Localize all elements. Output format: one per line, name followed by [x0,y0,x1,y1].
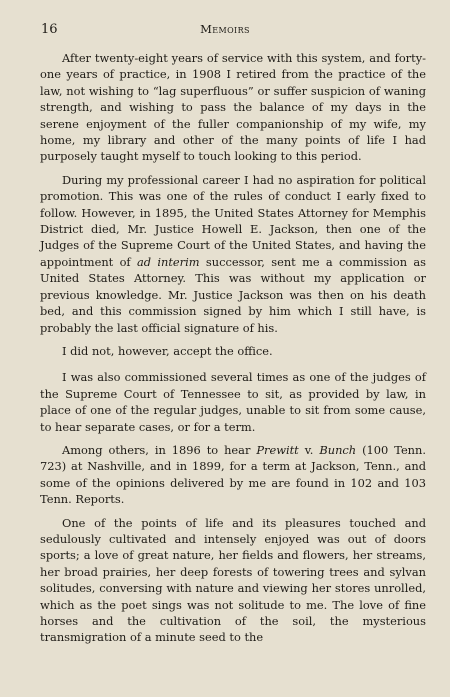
running-title: Memoirs [200,22,250,36]
paragraph-text: During my professional career I had no aspiration for political promotion. This was one of the rules of conduct I early fixed to follow. However, in 1895, the United States Attorney for Memphis District died, Mr. Justice Howell E. Jackson, then one of the Judges of the Supreme Court of the United States, and having the appointment of [40,172,426,269]
page-header [41,22,409,40]
paragraph-declined-office: I did not, however, accept the office. [62,343,273,358]
case-versus: v. [298,442,320,457]
case-name-plaintiff: Prewitt [256,442,299,457]
paragraph-cases [40,442,426,508]
paragraph-text: (100 Tenn. 723) at Nashville, and in 1899, for a term at Jackson, Tenn., and some of the opinions delivered by me are found in 102 and 103 Tenn. Reports. [40,442,426,507]
paragraph-text: successor, sent me a commission as United States Attorney. This was without my application or previous knowledge. Mr. Justice Jackson was then on his death bed, and this commission signed by him which I still have, is probably the last official signature of his. [40,254,427,335]
case-name-defendant: Bunch [319,442,357,457]
page-body [40,50,426,653]
paragraph-outdoor-sports: One of the points of life and its pleasures touched and sedulously cultivated and intensely enjoyed was out of doors sports; a love of great nature, her fields and flowers, her streams, her broad prairies, her deep forests of towering trees and sylvan solitudes, conversing with nature and viewing her stores unrolled, which as the poet sings was not solitude to me. The love of fine horses and the cultivation of the soil, the mysterious transmigration of a minute seed to the [40,515,426,645]
paragraph-political-career [40,172,426,336]
page-number: 16 [41,22,58,37]
paragraph-supreme-court-commission: I was also commissioned several times as one of the judges of the Supreme Court of Tennessee to sit, as provided by law, in place of one of the regular judges, unable to sit from some cause, to hear separate cases, or for a term. [40,370,426,434]
paragraph-retirement: After twenty-eight years of service with this system, and forty-one years of practice, in 1908 I retired from the practice of the law, not wishing to “lag superfluous” or suffer suspicion of waning strength, and wishing to pass the balance of my days in the serene enjoyment of the fuller companionship of my wife, my home, my library and other of the many points of life I had purposely taught myself to touch looking to this period. [40,51,426,164]
italic-phrase: ad interim [136,254,200,269]
paragraph-text: Among others, in 1896 to hear [62,442,257,457]
